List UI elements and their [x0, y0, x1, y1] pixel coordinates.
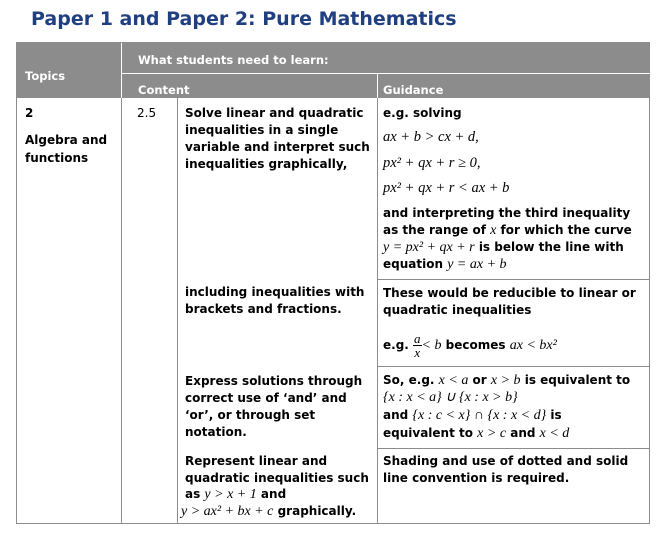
content-brackets-line2: brackets and fractions.	[185, 302, 342, 316]
header-guidance: Guidance	[383, 83, 444, 97]
content-solve-line4: inequalities graphically,	[185, 157, 348, 171]
guidance-shading-line2: line convention is required.	[383, 471, 570, 485]
guidance-inequality-2: px² + qx + r ≥ 0,	[383, 155, 481, 171]
content-express-line4: notation.	[185, 425, 247, 439]
guidance-so-line1: So, e.g. x < a or x > b is equivalent to	[383, 373, 631, 388]
guidance-interpret-line4: equation y = ax + b	[383, 257, 507, 272]
guidance-so-line2: {x : x < a} ∪ {x : x > b}	[383, 390, 518, 405]
content-solve-line2: inequalities in a single	[185, 123, 339, 137]
guidance-so-line3: and {x : c < x} ∩ {x : x < d} is	[383, 408, 562, 423]
guidance-reducible-line2: quadratic inequalities	[383, 303, 532, 317]
guidance-inequality-1: ax + b > cx + d,	[383, 129, 479, 145]
content-solve-line3: variable and interpret such	[185, 140, 370, 154]
guidance-fraction-example: e.g. $\frac{a}{x}$ < b becomes ax < bx²	[383, 331, 557, 360]
guidance-reducible-line1: These would be reducible to linear or	[383, 286, 636, 300]
guidance-row-divider-1	[377, 279, 650, 280]
content-express-line1: Express solutions through	[185, 374, 363, 388]
content-express-line2: correct use of ‘and’ and	[185, 391, 347, 405]
guidance-interpret-line2: as the range of x for which the curve	[383, 223, 632, 238]
spec-table	[16, 42, 650, 524]
topic-number: 2	[25, 106, 34, 120]
content-represent-line1: Represent linear and	[185, 454, 328, 468]
content-solve-line1: Solve linear and quadratic	[185, 106, 364, 120]
guidance-row-divider-3	[377, 448, 650, 449]
guidance-shading-line1: Shading and use of dotted and solid	[383, 454, 629, 468]
content-represent-line3: as y > x + 1 and	[185, 487, 287, 502]
guidance-row-divider-2	[377, 366, 650, 367]
col-divider-topics	[121, 98, 122, 524]
content-brackets-line1: including inequalities with	[185, 285, 365, 299]
guidance-inequality-3: px² + qx + r < ax + b	[383, 180, 510, 196]
guidance-interpret-line1: and interpreting the third inequality	[383, 206, 631, 220]
fraction: $\frac{a}{x}$	[414, 331, 421, 360]
header-topics: Topics	[25, 69, 66, 83]
topic-name-line1: Algebra and	[25, 133, 108, 147]
content-express-line3: ‘or’, or through set	[185, 408, 316, 422]
col-divider-content	[377, 98, 378, 524]
header-content: Content	[138, 83, 190, 97]
content-represent-line2: quadratic inequalities such	[185, 471, 369, 485]
guidance-eg-solving: e.g. solving	[383, 106, 462, 120]
guidance-so-line4: equivalent to x > c and x < d	[383, 426, 570, 441]
col-divider-number	[177, 98, 178, 524]
topic-name-line2: functions	[25, 151, 89, 165]
header-divider	[122, 73, 650, 74]
header-guidance-divider	[377, 74, 378, 98]
content-represent-line4: y > ax² + bx + c graphically.	[181, 504, 357, 519]
content-number: 2.5	[137, 106, 157, 120]
guidance-interpret-line3: y = px² + qx + r is below the line with	[383, 240, 624, 255]
header-what-students: What students need to learn:	[138, 53, 329, 67]
page-title: Paper 1 and Paper 2: Pure Mathematics	[31, 8, 457, 30]
